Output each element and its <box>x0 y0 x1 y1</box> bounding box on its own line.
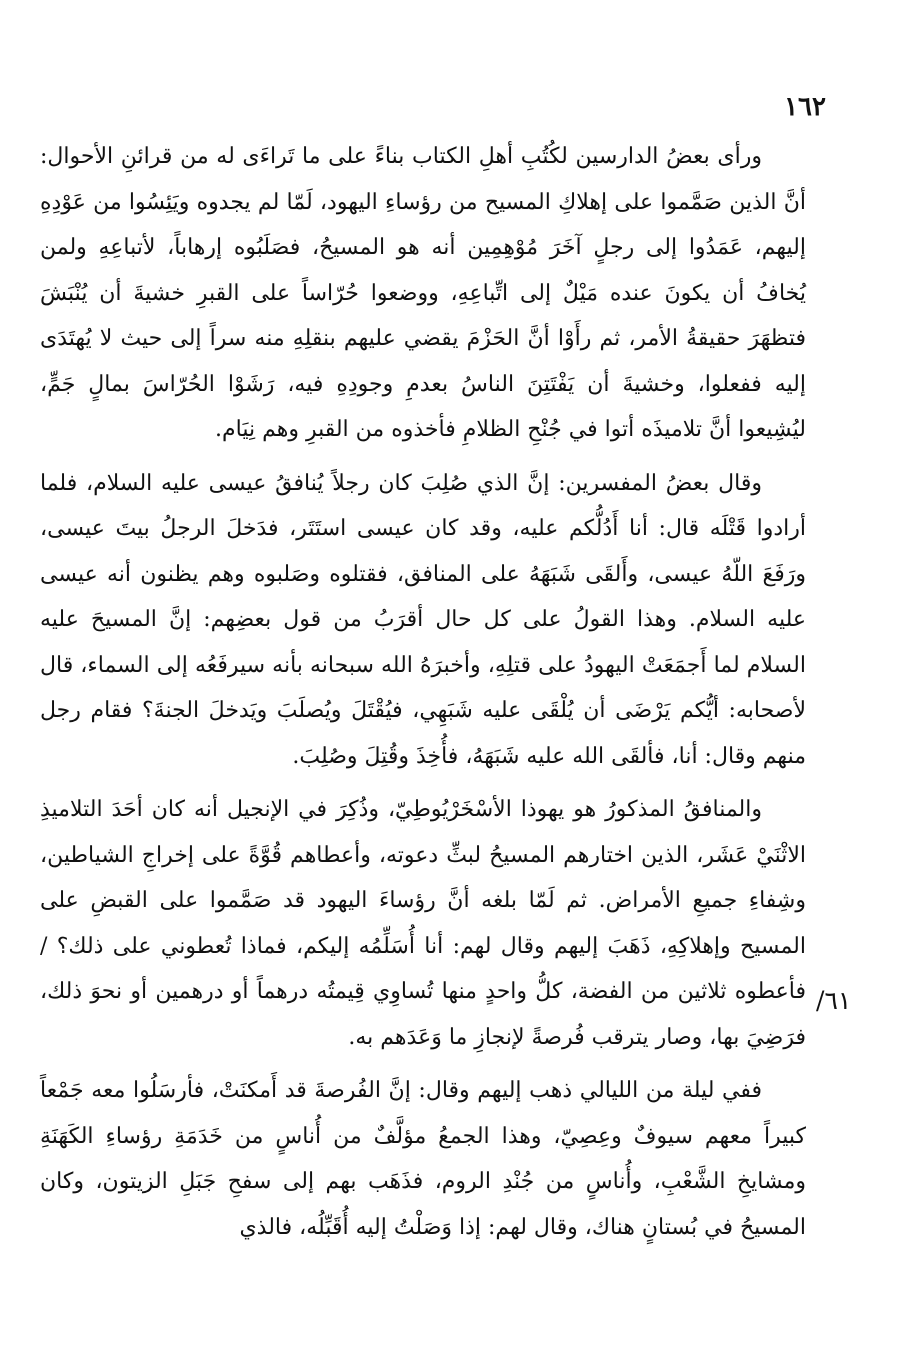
margin-page-reference: ٦١/ <box>816 986 852 1015</box>
page-number: ١٦٢ <box>784 92 826 122</box>
paragraph: ورأى بعضُ الدارسين لكُتُبِ أهلِ الكتاب بناءً على ما تَراءَى له من قرائنِ الأحوال: أنَّ الذين صَمَّموا على إهلاكِ المسيح من رؤساءِ اليهود، لَمّا لم يجدوه ويَئِسُوا من عَوْدِهِ إليهم، عَمَدُوا إلى رجلٍ آخَرَ مُوْهِمِين أنه هو المسيحُ، فصَلَبُوه إرهاباً، لأتباعِهِ ولمن يُخافُ أن يكونَ عنده مَيْلٌ إلى اتِّباعِهِ، ووضعوا حُرّاساً على القبرِ خشيةَ أن يُنْبَشَ فتظهَرَ حقيقةُ الأمر، ثم رأَوْا أنَّ الحَزْمَ يقضي عليهم بنقلِهِ منه سراً إلى حيث لا يُهتَدَى إليه ففعلوا، وخشيةَ أن يَفْتَتِنَ الناسُ بعدمِ وجودِهِ فيه، رَشَوْا الحُرّاسَ بمالٍ جَمٍّ، ليُشِيعوا أنَّ تلاميذَه أتوا في جُنْحِ الظلامِ فأخذوه من القبرِ وهم نِيَام. <box>40 144 806 442</box>
paragraph: والمنافقُ المذكورُ هو يهوذا الأسْخَرْيُوطِيّ، وذُكِرَ في الإنجيل أنه كان أحَدَ التلاميذِ الاثْنَيْ عَشَر، الذين اختارهم المسيحُ لبثِّ دعوته، وأعطاهم قُوَّةً على إخراجِ الشياطين، وشِفاءِ جميعِ الأمراض. ثم لَمّا بلغه أنَّ رؤساءَ اليهود قد صَمَّموا على القبضِ على المسيح وإهلاكِهِ، ذَهَبَ إليهم وقال لهم: أنا أُسَلِّمُه إليكم، فماذا تُعطوني على ذلك؟ / فأعطوه ثلاثين من الفضة، كلُّ واحدٍ منها تُساوِي قِيمتُه درهماً أو درهمين أو نحوَ ذلك، فرَضِيَ بها، وصار يترقب فُرصةً لإنجازِ ما وَعَدَهم به. <box>40 797 806 1050</box>
paragraph: وقال بعضُ المفسرين: إنَّ الذي صُلِبَ كان رجلاً يُنافقُ عيسى عليه السلام، فلما أرادوا قَتْلَه قال: أنا أَدُلُّكم عليه، وقد كان عيسى استَتَر، فدَخلَ الرجلُ بيتَ عيسى، ورَفَعَ اللّهُ عيسى، وأَلقَى شَبَهَهُ على المنافق، فقتلوه وصَلبوه وهم يظنون أنه عيسى عليه السلام. وهذا القولُ على كل حال أقرَبُ من قول بعضِهم: إنَّ المسيحَ عليه السلام لما أَجمَعَتْ اليهودُ على قتلِهِ، وأخبرَهُ الله سبحانه بأنه سيرفَعُه إلى السماء، قال لأصحابه: أيُّكم يَرْضَى أن يُلْقَى عليه شَبَهِي، فيُقْتَلَ ويُصلَبَ ويَدخلَ الجنةَ؟ فقام رجل منهم وقال: أنا، فألقَى الله عليه شَبَهَهُ، فأُخِذَ وقُتِلَ وصُلِبَ. <box>40 470 806 769</box>
paragraph: ففي ليلة من الليالي ذهب إليهم وقال: إنَّ الفُرصةَ قد أَمكنَتْ، فأرسَلُوا معه جَمْعاً كبيراً معهم سيوفٌ وعِصِيّ، وهذا الجمعُ مؤلَّفٌ من أُناسٍ من خَدَمَةِ رؤساءِ الكَهَنَةِ ومشايخِ الشَّعْبِ، وأُناسٍ من جُنْدِ الروم، فذَهَب بهم إلى سفحِ جَبَلِ الزيتون، وكان المسيحُ في بُستانٍ هناك، وقال لهم: إذا وَصَلْتُ إليه أُقَبِّلُه، فالذي <box>40 1078 806 1240</box>
page-text-body <box>40 134 806 1258</box>
